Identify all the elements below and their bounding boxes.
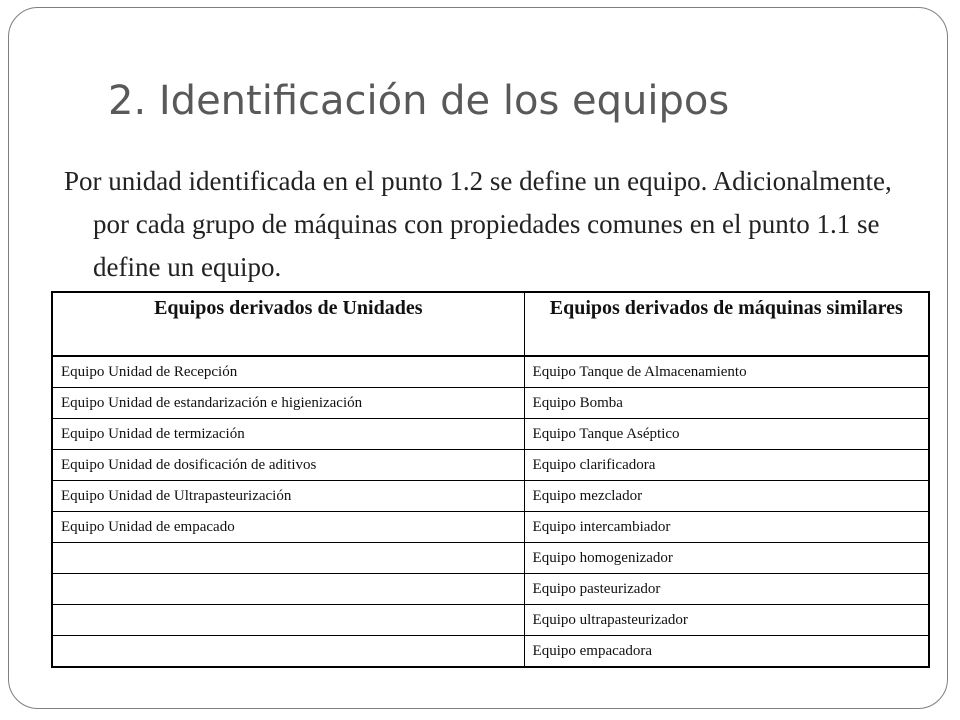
table-row <box>52 636 929 668</box>
table-row <box>52 356 929 388</box>
unit-cell: Equipo Unidad de estandarización e higienización <box>52 388 524 419</box>
table-row <box>52 419 929 450</box>
table-header-row <box>52 292 929 356</box>
equipment-table <box>51 291 930 668</box>
machine-cell: Equipo Tanque de Almacenamiento <box>524 356 929 388</box>
machine-cell: Equipo pasteurizador <box>524 574 929 605</box>
table-row <box>52 605 929 636</box>
table-row <box>52 512 929 543</box>
table-row <box>52 543 929 574</box>
machine-cell: Equipo intercambiador <box>524 512 929 543</box>
unit-cell: Equipo Unidad de dosificación de aditivos <box>52 450 524 481</box>
slide-title: 2. Identificación de los equipos <box>108 78 730 124</box>
table-row <box>52 450 929 481</box>
body-paragraph: Por unidad identificada en el punto 1.2 se define un equipo. Adicionalmente, por cada grupo de máquinas con propiedades comunes en el punto 1.1 se define un equipo. <box>64 166 892 282</box>
unit-cell: Equipo Unidad de empacado <box>52 512 524 543</box>
machine-cell: Equipo clarificadora <box>524 450 929 481</box>
unit-cell <box>52 543 524 574</box>
machine-cell: Equipo homogenizador <box>524 543 929 574</box>
machine-cell: Equipo Tanque Aséptico <box>524 419 929 450</box>
machine-cell: Equipo ultrapasteurizador <box>524 605 929 636</box>
unit-cell: Equipo Unidad de Ultrapasteurización <box>52 481 524 512</box>
machine-cell: Equipo empacadora <box>524 636 929 668</box>
header-units: Equipos derivados de Unidades <box>52 292 524 356</box>
header-similar-machines: Equipos derivados de máquinas similares <box>524 292 929 356</box>
table-row <box>52 388 929 419</box>
table-row <box>52 574 929 605</box>
machine-cell: Equipo Bomba <box>524 388 929 419</box>
unit-cell <box>52 574 524 605</box>
unit-cell <box>52 605 524 636</box>
machine-cell: Equipo mezclador <box>524 481 929 512</box>
unit-cell: Equipo Unidad de Recepción <box>52 356 524 388</box>
unit-cell <box>52 636 524 668</box>
table-row <box>52 481 929 512</box>
unit-cell: Equipo Unidad de termización <box>52 419 524 450</box>
